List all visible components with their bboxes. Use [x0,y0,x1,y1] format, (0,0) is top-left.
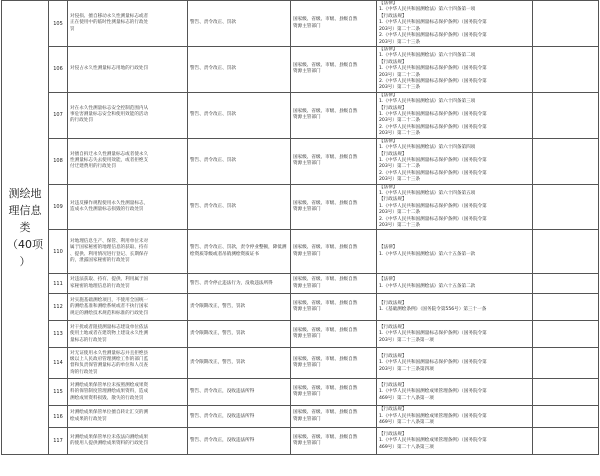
remarks-cell [533,294,599,321]
table-row [2,230,599,274]
enforcement-authority-line: 国家级、省级、市级、县级自然 [293,245,358,251]
penalty-type: 警告、责令改正、罚款 [188,92,291,138]
legal-basis-line: 【行政法规】 [379,382,407,388]
remarks-cell [533,92,599,138]
legal-basis-line: 2.《中华人民共和国测量标志保护条例》（国务院令第 [379,170,487,176]
item-name-line: 对违法获取、持有、提供、利用属于国 [70,277,149,283]
category-cell [2,1,49,455]
item-name-line: 属于国家秘密的地理信息的获取、持有 [70,245,149,251]
item-name-line: 绘成果的行政处罚 [70,416,107,422]
legal-basis-line: 1.《中华人民共和国测量标志保护条例》（国务院令第 [379,20,487,26]
legal-basis-cell [377,138,533,184]
row-number: 116 [49,406,68,428]
legal-basis-cell [377,274,533,294]
enforcement-authority-line: 国家级、省级、市级、县级自然 [293,108,358,114]
row-number: 106 [49,47,68,93]
legal-basis-line: 203号）第二十三条 [379,39,420,45]
row-number: 110 [49,230,68,274]
legal-basis-line: 1.《中华人民共和国测绘法》第六十四条第二项 [379,53,476,59]
item-name-cell [68,47,188,93]
legal-basis-line: 203号）第二十三条第四项 [379,366,434,372]
table-row [2,138,599,184]
row-number: 114 [49,348,68,379]
enforcement-authority-line: 国家级、省级、市级、县级自然 [293,63,358,69]
legal-basis-line: 203号）第二十二条 [379,164,420,170]
legal-basis-line: 1.《中华人民共和国测量标志保护条例》（国务院令第 [379,203,487,209]
row-number: 111 [49,274,68,294]
enforcement-authority-cell [291,92,377,138]
enforcement-authority-cell [291,47,377,93]
enforcement-authority-cell [291,230,377,274]
legal-basis-line: 【行政法规】 [379,407,407,413]
item-name-line: 对无证使用永久性测量标志并且拒绝县 [70,350,149,356]
row-number: 108 [49,138,68,184]
row-number: 113 [49,321,68,348]
legal-basis-cell [377,47,533,93]
legal-basis-line: 1.《中华人民共和国测绘成果管理条例》（国务院令第 [379,413,487,419]
legal-basis-line: 【法律】 [379,138,398,144]
enforcement-authority-cell [291,379,377,406]
item-name-cell [68,274,188,294]
remarks-cell [533,47,599,93]
legal-basis-cell [377,406,533,428]
legal-basis-line: 【行政法规】 [379,105,407,111]
table-row [2,428,599,455]
legal-basis-line: 【行政法规】 [379,300,407,306]
item-name-line: 级以上人民政府管理测绘工作的部门监 [70,356,149,362]
enforcement-authority-cell [291,1,377,47]
legal-basis-line: 2.《中华人民共和国测量标志保护条例》（国务院令第 [379,33,487,39]
penalty-type: 警告、责令改正，没收违法所得 [188,406,291,428]
legal-basis-line: 203号）第二十三条 [379,131,420,137]
legal-basis-line: 1.《中华人民共和国测量标志保护条例》（国务院令第 [379,360,487,366]
table-row [2,1,599,47]
legal-basis-line: 203号）第二十二条 [379,210,420,216]
item-name-line: 、提供、利用情况进行登记、长期保存 [70,251,149,257]
penalty-type: 警告、责令改正、罚款 [188,184,291,230]
row-number: 112 [49,294,68,321]
legal-basis-cell [377,379,533,406]
remarks-cell [533,184,599,230]
item-name-cell [68,379,188,406]
item-name-line: 测绘成果资料损毁、散失的行政处罚 [70,395,144,401]
enforcement-authority-cell [291,138,377,184]
legal-basis-line: 【法律】 [379,245,398,251]
item-name-line: 对违反操作规程使用永久性测量标志， [70,200,149,206]
penalty-type: 警告、责令改正，没收违法所得 [188,428,291,455]
item-name-cell [68,1,188,47]
item-name-cell [68,294,188,321]
item-name-line: 对侵损、擅自移动永久性测量标志或者 [70,13,149,19]
enforcement-authority-cell [291,321,377,348]
legal-basis-line: 1.《中华人民共和国测量标志保护条例》（国务院令第 [379,331,487,337]
enforcement-authority-line: 资源主管部门 [293,441,321,447]
table-row [2,348,599,379]
category-title-line: 类 [19,221,31,235]
item-name-line: 事危害测量标志安全和使用效能的活动 [70,112,149,118]
remarks-cell [533,428,599,455]
enforcement-authority-line: 资源主管部门 [293,69,321,75]
item-name-line: 家秘密的地理信息的行政处罚 [70,283,130,289]
legal-basis-line: 203号）第二十二条 [379,72,420,78]
legal-basis-line: 203号）第二十三条 [379,85,420,91]
enforcement-authority-line: 资源主管部门 [293,283,321,289]
item-name-line: 对擅自拆迁永久性测量标志或者使永久 [70,151,149,157]
legal-basis-line: 2.《中华人民共和国测量标志保护条例》（国务院令第 [379,124,487,130]
enforcement-authority-cell [291,428,377,455]
legal-basis-line: 203号）第二十三条 [379,222,420,228]
legal-basis-line: 1.《中华人民共和国测量标志保护条例》（国务院令第 [379,66,487,72]
item-name-line: 的使用人提供测绘成果资料的行政处罚 [70,441,149,447]
item-name-cell [68,92,188,138]
item-name-line: 对在永久性测量标志安全控制范围内从 [70,105,149,111]
enforcement-authority-line: 资源主管部门 [293,392,321,398]
legal-basis-line: 【法律】 [379,47,398,52]
enforcement-authority-line: 国家级、省级、市级、县级自然 [293,327,358,333]
legal-basis-cell [377,294,533,321]
legal-basis-line: 1.《中华人民共和国测绘法》第六十四条第一项 [379,7,476,13]
enforcement-authority-line: 国家级、省级、市级、县级自然 [293,385,358,391]
table-row [2,92,599,138]
enforcement-authority-line: 国家级、省级、市级、县级自然 [293,410,358,416]
penalty-type: 警告、责令改正、罚款 [188,1,291,47]
legal-basis-line: 1.《中华人民共和国测绘成果管理条例》（国务院令第 [379,438,487,444]
item-name-cell [68,184,188,230]
item-name-cell [68,230,188,274]
enforcement-authority-cell [291,348,377,379]
enforcement-authority-line: 资源主管部门 [293,23,321,29]
remarks-cell [533,348,599,379]
enforcement-authority-line: 资源主管部门 [293,334,321,340]
category-count-close: ） [19,255,31,269]
legal-basis-cell [377,321,533,348]
legal-basis-line: 【行政法规】 [379,324,407,330]
item-name-line: 对测绘成果保管单位未依法向测绘成果 [70,434,149,440]
item-name-line: 付迁建费用的行政处罚 [70,164,116,170]
legal-basis-line: 1.《中华人民共和国测绘法》第六十五条第二款 [379,283,476,289]
legal-basis-line: 1.《中华人民共和国测绘法》第六十四条第三项 [379,99,476,105]
enforcement-authority-line: 国家级、省级、市级、县级自然 [293,300,358,306]
penalty-type: 警告、责令改正、罚款，责令停业整顿，降低测绘资质等级或者吊销测绘资质证书 [188,230,291,274]
penalty-type: 警告、责令改正，没收违法所得 [188,379,291,406]
legal-basis-line: 203号）第二十三条 [379,177,420,183]
penalty-type: 警告、责令改正、罚款 [188,138,291,184]
legal-basis-cell [377,1,533,47]
table-row [2,406,599,428]
item-name-line: 对侵占永久性测量标志用地的行政处罚 [70,66,149,72]
enforcement-authority-line: 资源主管部门 [293,206,321,212]
item-name-line: 造成永久性测量标志损毁的行政处罚 [70,206,144,212]
penalty-type: 责令限期改正，警告，罚款 [188,294,291,321]
enforcement-authority-cell [291,406,377,428]
legal-basis-cell [377,184,533,230]
remarks-cell [533,274,599,294]
enforcement-authority-line: 资源主管部门 [293,363,321,369]
item-name-line: 的测绘基准和测绘系统或者不执行国家 [70,304,149,310]
remarks-cell [533,230,599,274]
table-row [2,47,599,93]
penalty-table [1,0,599,455]
legal-basis-line: 【法律】 [379,184,398,190]
enforcement-authority-line: 资源主管部门 [293,307,321,313]
enforcement-authority-line: 国家级、省级、市级、县级自然 [293,434,358,440]
legal-basis-line: 203号）第二十二条 [379,26,420,32]
item-name-line: 量标志的行政处罚 [70,337,107,343]
legal-basis-line: 【行政法规】 [379,353,407,359]
table-row [2,184,599,230]
legal-basis-line: 【行政法规】 [379,151,407,157]
item-name-line: 对测绘成果保管单位擅自转让汇交的测 [70,410,149,416]
item-name-line: 的行政处罚 [70,118,93,124]
item-name-line: 正在使用中的临时性测量标志的行政处 [70,20,149,26]
item-name-cell [68,321,188,348]
item-name-line: 督和负责保管测量标志的单位和人员查 [70,363,149,369]
legal-basis-line: 2.《中华人民共和国测量标志保护条例》（国务院令第 [379,216,487,222]
penalty-type: 警告、责令改正、罚款 [188,47,291,93]
legal-basis-line: 【行政法规】 [379,13,407,19]
enforcement-authority-line: 资源主管部门 [293,251,321,257]
enforcement-authority-line: 国家级、省级、市级、县级自然 [293,277,358,283]
enforcement-authority-line: 国家级、省级、市级、县级自然 [293,200,358,206]
enforcement-authority-line: 国家级、省级、市级、县级自然 [293,17,358,23]
legal-basis-line: 1.《中华人民共和国测绘成果管理条例》（国务院令第 [379,389,487,395]
item-name-line: 的，泄露国家秘密的行政处罚 [70,258,130,264]
penalty-type: 责令限期改正，警告，罚款 [188,321,291,348]
legal-basis-line: 203号）第二十三条第一项 [379,337,434,343]
legal-basis-line: 1.《中华人民共和国测量标志保护条例》（国务院令第 [379,157,487,163]
legal-basis-line: 1.《基础测绘条例》（国务院令第556号）第三十一条 [379,307,487,313]
table-row [2,294,599,321]
row-number: 117 [49,428,68,455]
row-number: 107 [49,92,68,138]
item-name-line: 规定的测绘技术规范和标准的行政处罚 [70,310,149,316]
legal-basis-line: 【法律】 [379,92,398,98]
legal-basis-line: 1.《中华人民共和国测绘法》第六十五条第一款 [379,251,476,257]
enforcement-authority-line: 国家级、省级、市级、县级自然 [293,356,358,362]
remarks-cell [533,138,599,184]
category-title-line: 测绘地 [8,187,42,201]
item-name-line: 罚 [70,26,75,32]
category-title-line: 理信息 [8,204,42,218]
legal-basis-cell [377,348,533,379]
item-name-line: 对测绘成果保管单位未按照测绘成果资 [70,382,149,388]
legal-basis-line: 1.《中华人民共和国测量标志保护条例》（国务院令第 [379,112,487,118]
legal-basis-cell [377,230,533,274]
remarks-cell [533,379,599,406]
enforcement-authority-cell [291,184,377,230]
remarks-cell [533,1,599,47]
penalty-type: 警告、责令停止违法行为，没收违法所得 [188,274,291,294]
row-number: 105 [49,1,68,47]
enforcement-authority-line: 资源主管部门 [293,161,321,167]
remarks-cell [533,406,599,428]
table-row [2,274,599,294]
item-name-cell [68,406,188,428]
legal-basis-line: 2.《中华人民共和国测量标志保护条例》（国务院令第 [379,79,487,85]
table-row [2,379,599,406]
item-name-line: 料的保管制度管理测绘成果资料，造成 [70,389,149,395]
legal-basis-line: 1.《中华人民共和国测绘法》第六十四条第五项 [379,190,476,196]
item-name-line: 对实施基础测绘项目，不使用全国统一 [70,297,149,303]
enforcement-authority-line: 资源主管部门 [293,115,321,121]
table-row [2,321,599,348]
item-name-line: 询的行政处罚 [70,369,98,375]
item-name-line: 使用土地或者在建筑物上建设永久性测 [70,331,149,337]
category-count: （40项 [7,238,43,252]
legal-basis-line: 1.《中华人民共和国测绘法》第六十四条第四项 [379,145,476,151]
legal-basis-cell [377,428,533,455]
enforcement-authority-cell [291,274,377,294]
legal-basis-line: 【行政法规】 [379,431,407,437]
row-number: 115 [49,379,68,406]
item-name-cell [68,428,188,455]
legal-basis-line: 【行政法规】 [379,197,407,203]
item-name-cell [68,348,188,379]
remarks-cell [533,321,599,348]
legal-basis-line: 【行政法规】 [379,59,407,65]
legal-basis-cell [377,92,533,138]
legal-basis-line: 469号）第二十八条第三项 [379,444,434,450]
legal-basis-line: 【法律】 [379,277,398,283]
legal-basis-line: 469号）第二十八条第二项 [379,420,434,426]
legal-basis-line: 469号）第二十八条第一项 [379,395,434,401]
legal-basis-line: 203号）第二十二条 [379,118,420,124]
item-name-line: 对地理信息生产、保管、利用单位未对 [70,239,149,245]
penalty-table-body [2,1,599,455]
enforcement-authority-line: 资源主管部门 [293,416,321,422]
item-name-cell [68,138,188,184]
enforcement-authority-cell [291,294,377,321]
legal-basis-line: 【法律】 [379,1,398,7]
enforcement-authority-line: 国家级、省级、市级、县级自然 [293,154,358,160]
penalty-type: 责令限期改正，警告，罚款 [188,348,291,379]
item-name-line: 对干扰或者阻挠测量标志建设单位依法 [70,324,149,330]
row-number: 109 [49,184,68,230]
item-name-line: 性测量标志失去使用效能，或者拒绝支 [70,157,149,163]
